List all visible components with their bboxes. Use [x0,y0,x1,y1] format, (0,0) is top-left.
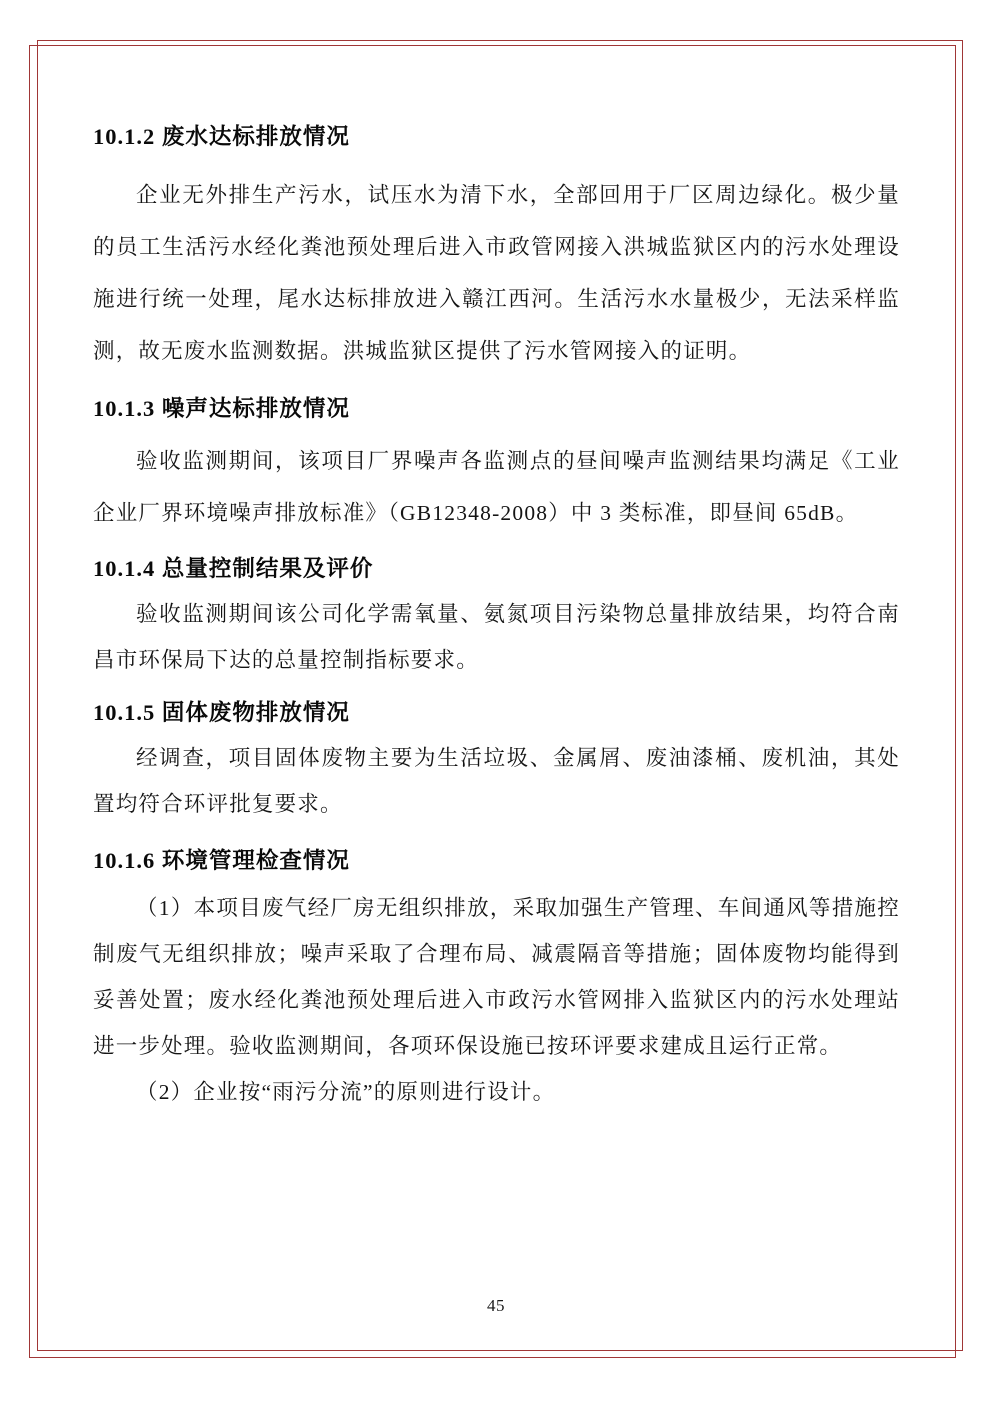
section-heading-10-1-6: 10.1.6 环境管理检查情况 [93,848,350,873]
section-heading-10-1-2: 10.1.2 废水达标排放情况 [93,124,350,149]
section-env-management-inspection [93,845,900,1115]
paragraph: 验收监测期间，该项目厂界噪声各监测点的昼间噪声监测结果均满足《工业企业厂界环境噪声排放标准》（GB12348-2008）中 3 类标准，即昼间 65dB。 [93,449,900,525]
section-solid-waste [93,697,900,827]
paragraph: （1）本项目废气经厂房无组织排放，采取加强生产管理、车间通风等措施控制废气无组织排放；噪声采取了合理布局、减震隔音等措施；固体废物均能得到妥善处置；废水经化粪池预处理后进入市政污水管网排入监狱区内的污水处理站进一步处理。验收监测期间，各项环保设施已按环评要求建成且运行正常。 [93,896,900,1058]
paragraph: 验收监测期间该公司化学需氧量、氨氮项目污染物总量排放结果，均符合南昌市环保局下达的总量控制指标要求。 [93,602,900,672]
page-number: 45 [487,1296,505,1315]
section-heading-10-1-5: 10.1.5 固体废物排放情况 [93,700,350,725]
section-heading-10-1-3: 10.1.3 噪声达标排放情况 [93,396,350,421]
section-noise-compliance [93,393,900,539]
section-wastewater-compliance [93,121,900,377]
section-heading-10-1-4: 10.1.4 总量控制结果及评价 [93,556,374,581]
section-total-control-results [93,553,900,683]
paragraph: 企业无外排生产污水，试压水为清下水，全部回用于厂区周边绿化。极少量的员工生活污水经化粪池预处理后进入市政管网接入洪城监狱区内的污水处理设施进行统一处理，尾水达标排放进入赣江西河。生活污水水量极少，无法采样监测，故无废水监测数据。洪城监狱区提供了污水管网接入的证明。 [93,183,900,363]
paragraph: 经调查，项目固体废物主要为生活垃圾、金属屑、废油漆桶、废机油，其处置均符合环评批复要求。 [93,746,900,816]
document-body [93,0,900,1115]
paragraph: （2）企业按“雨污分流”的原则进行设计。 [136,1080,556,1104]
